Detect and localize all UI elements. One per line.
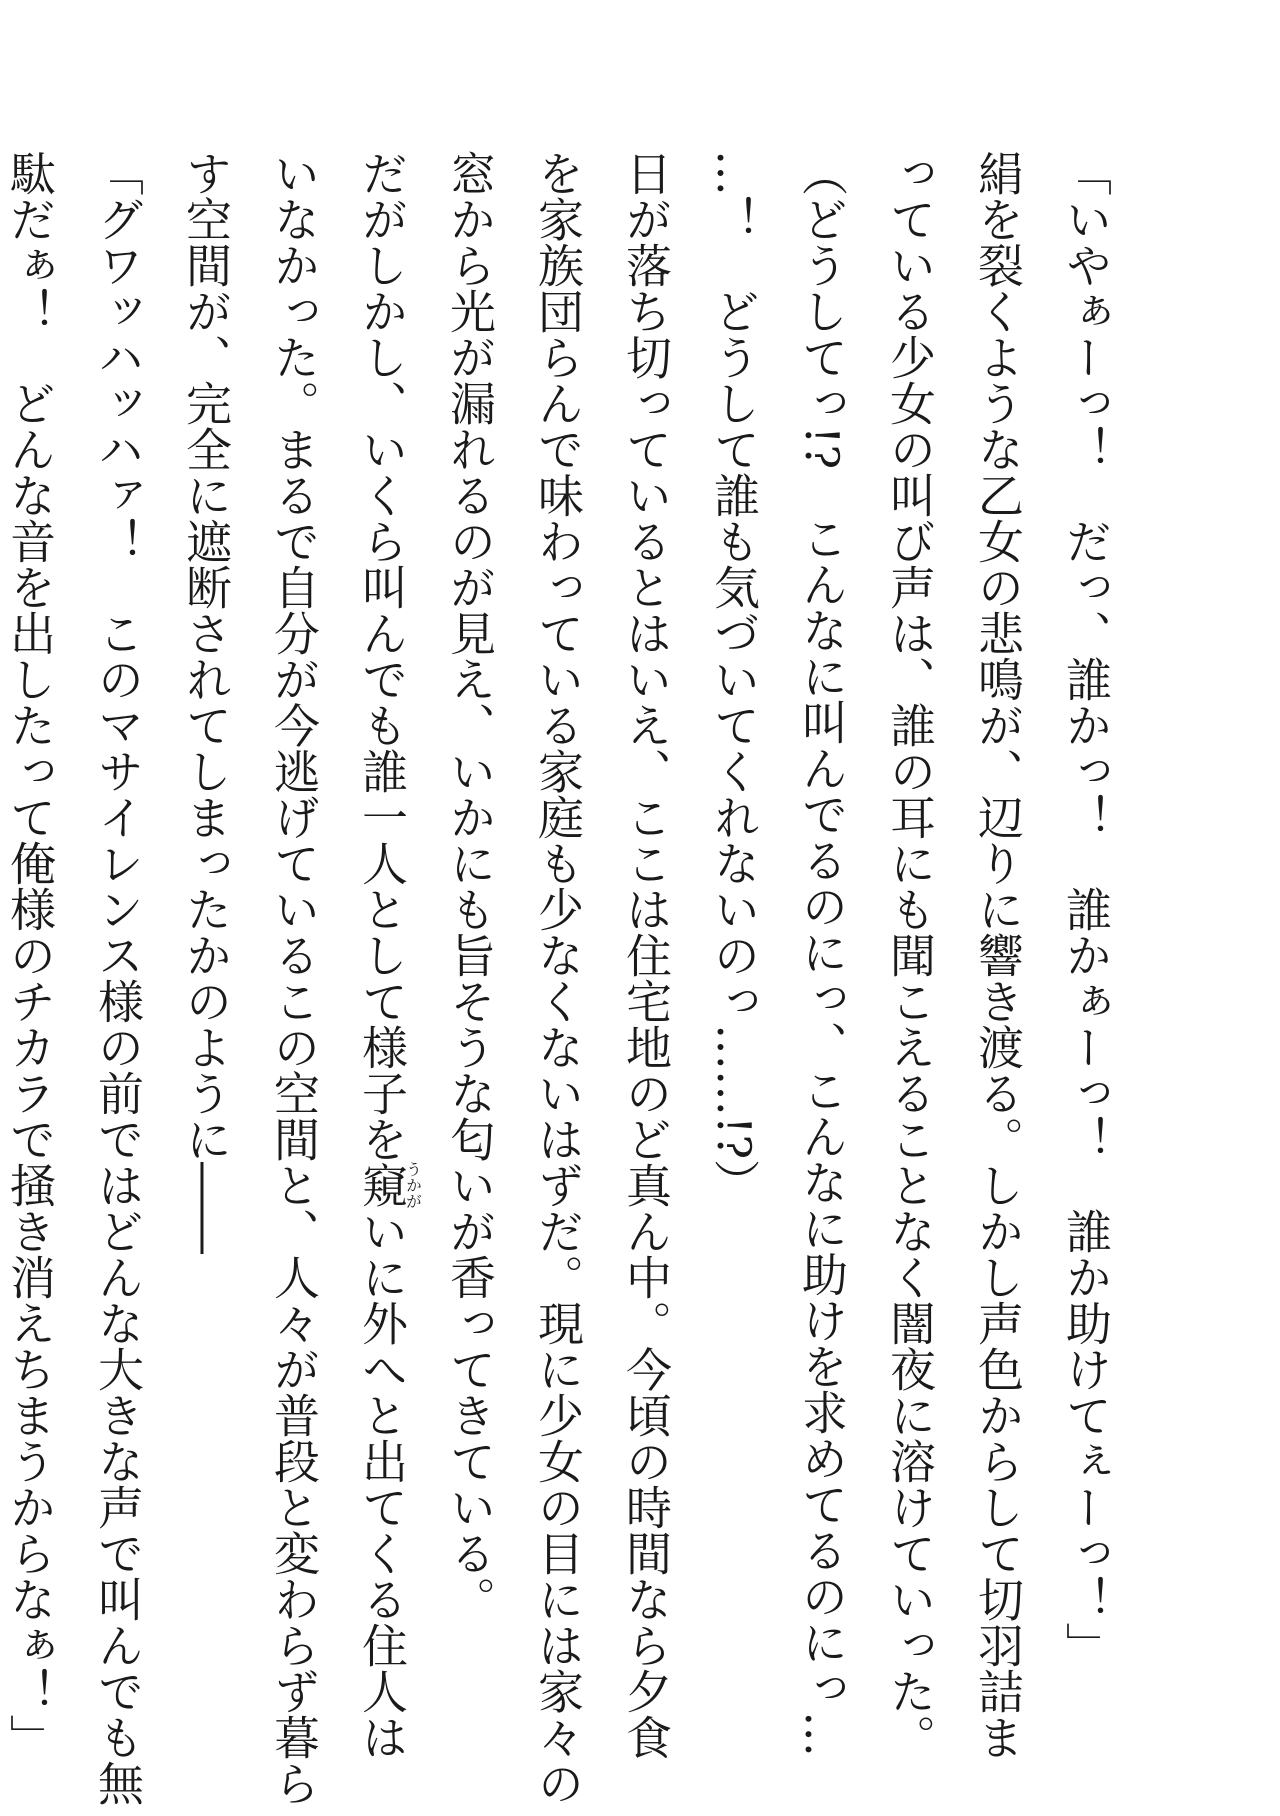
text-line-9 <box>338 150 426 1760</box>
text-line-1: 「いやぁーっ！ だっ、誰かっ！ 誰かぁーっ！ 誰か助けてぇーっ！」 <box>1059 150 1113 1668</box>
text-line-9-before: だがしかし、いくら叫んでも誰一人として様子を <box>355 150 409 1162</box>
text-line-3: っている少女の叫び声は、誰の耳にも聞こえることなく闇夜に溶けていった。 <box>883 150 937 1760</box>
text-line-8: 窓から光が漏れるのが見え、いかにも旨そうな匂いが香ってきている。 <box>443 150 497 1622</box>
vertical-text-body <box>3 150 1130 1806</box>
text-line-12: 「グワッハッハァ！ このマサイレンス様の前ではどんな大きな声で叫んでも無 <box>91 150 145 1806</box>
ruby-annotation <box>355 1161 423 1209</box>
ruby-reading: うかが <box>403 1161 423 1209</box>
text-line-9-after: いに外へと出てくる住人は <box>355 1208 409 1760</box>
text-line-5: …！ どうして誰も気づいてくれないのっ……!?） <box>707 150 761 1206</box>
text-line-7: を家族団らんで味わっている家庭も少なくないはずだ。現に少女の目には家々の <box>531 150 585 1806</box>
text-line-10: いなかった。まるで自分が今逃げているこの空間と、人々が普段と変わらず暮ら <box>267 150 321 1806</box>
text-line-11: す空間が、完全に遮断されてしまったかのように―― <box>179 150 233 1254</box>
text-line-13: 駄だぁ！ どんな音を出したって俺様のチカラで掻き消えちまうからなぁ！」 <box>3 150 57 1760</box>
text-line-4: （どうしてっ!? こんなに叫んでるのにっ、こんなに助けを求めてるのにっ… <box>795 150 849 1758</box>
text-line-6: 日が落ち切っているとはいえ、ここは住宅地のど真ん中。今頃の時間なら夕食 <box>619 150 673 1760</box>
ruby-base: 窺 <box>355 1161 409 1209</box>
text-line-2: 絹を裂くような乙女の悲鳴が、辺りに響き渡る。しかし声色からして切羽詰ま <box>971 150 1025 1760</box>
